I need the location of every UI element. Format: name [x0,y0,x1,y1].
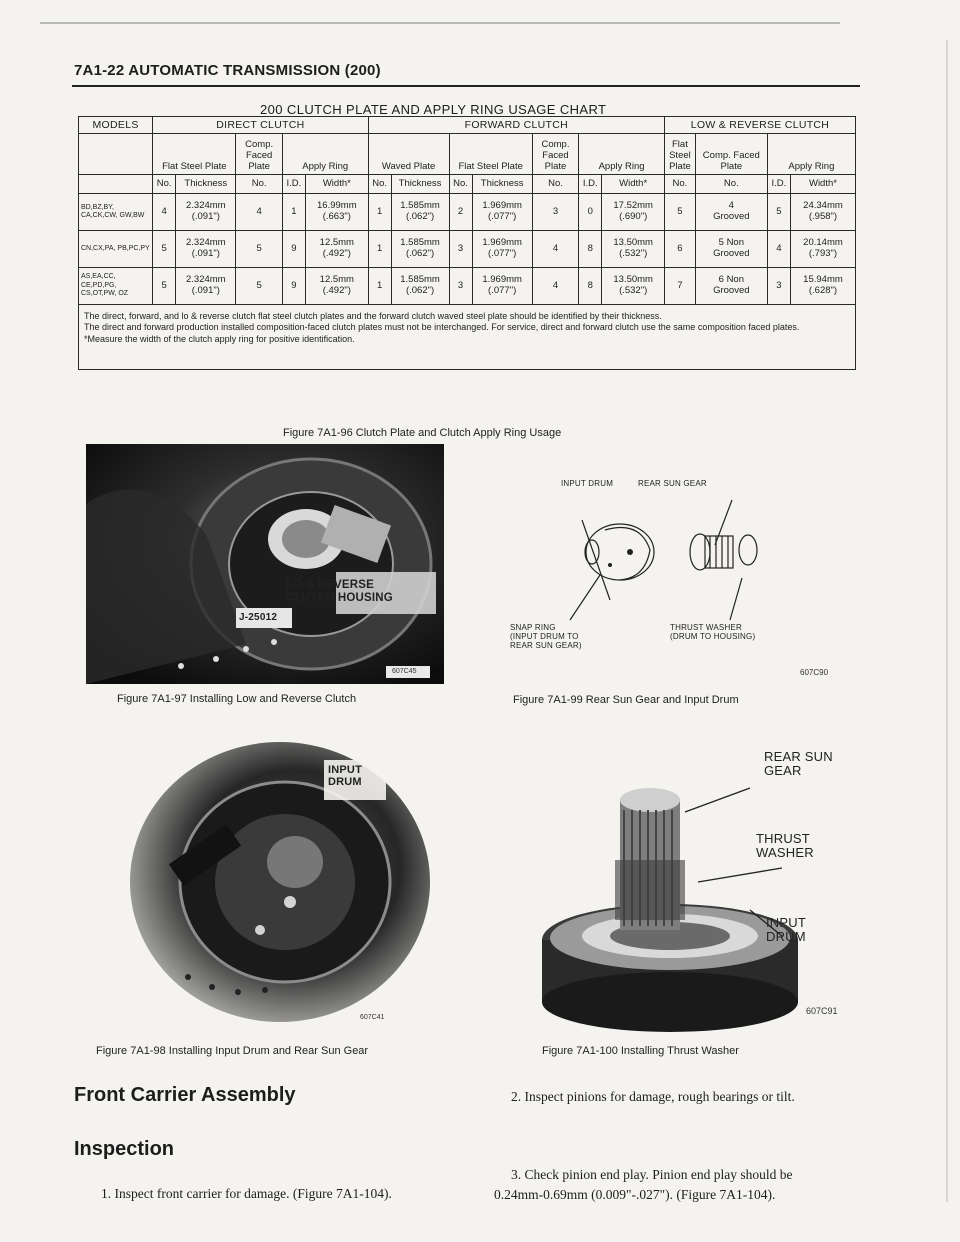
thrust-washer-label: THRUST WASHER [756,831,814,861]
input-drum-label: INPUT DRUM [561,479,614,488]
figure-97-photo [86,444,444,684]
rear-sun-gear-label: REAR SUN GEAR [764,749,833,779]
cell: 5 Non Grooved [695,231,767,268]
figure-97-illustration [86,444,444,684]
sub-header-row [79,134,856,175]
model-codes: CN,CX,PA, PB,PC,PY [79,231,153,268]
cell: 1.969mm (.077") [472,194,532,231]
cell: 4 [532,268,578,305]
figure-100-illustration [520,740,860,1040]
figure-98-illustration [110,722,446,1034]
cell: 13.50mm (.532") [602,268,665,305]
figure-100-code: 607C91 [806,1006,838,1016]
step-3-line-1: 3. Check pinion end play. Pinion end play should be [511,1167,793,1182]
note-line: The direct and forward production installed composition-faced clutch plates must not be interchanged. For service, direct and forward clutch use the same composition faced plates. [84,322,800,333]
cell: 4 [236,194,282,231]
thrust-washer-label: THRUST WASHER (DRUM TO HOUSING) [670,623,756,641]
cell: 3 [449,268,472,305]
table-notes [79,305,856,370]
cell: 3 [532,194,578,231]
cell: 1.585mm (.062") [391,268,449,305]
direct-clutch-header: DIRECT CLUTCH [153,117,368,134]
col-header: Thickness [176,175,236,194]
col-header: Thickness [391,175,449,194]
input-drum-label: INPUT DRUM [766,915,806,945]
rear-sun-gear-label: REAR SUN GEAR [638,479,707,488]
table-row [79,268,856,305]
col-header: No. [532,175,578,194]
lr-flat-header: Flat Steel Plate [664,134,695,175]
cell: 15.94mm (.628") [790,268,855,305]
cell: 8 [579,268,602,305]
lo-reverse-label: LO & REVERSE CLUTCH HOUSING [286,579,393,604]
lr-apply-header: Apply Ring [767,134,855,175]
figure-97-caption: Figure 7A1-97 Installing Low and Reverse Clutch [117,693,357,705]
col-header: Width* [306,175,369,194]
cell: 8 [579,231,602,268]
cell: 17.52mm (.690") [602,194,665,231]
cell: 6 Non Grooved [695,268,767,305]
cell: 2 [449,194,472,231]
cell: 5 [236,231,282,268]
cell: 20.14mm (.793") [790,231,855,268]
header-rule [72,85,860,87]
cell: 13.50mm (.532") [602,231,665,268]
note-line: *Measure the width of the clutch apply ring for positive identification. [84,333,355,344]
clutch-usage-table [78,116,856,370]
cell: 5 [153,231,176,268]
figure-100-photo [520,740,860,1040]
figure-98-caption: Figure 7A1-98 Installing Input Drum and Rear Sun Gear [96,1045,369,1057]
cell: 1 [368,268,391,305]
cell: 1 [368,194,391,231]
forward-apply-header: Apply Ring [579,134,665,175]
col-header: No. [153,175,176,194]
cell: 4 [532,231,578,268]
cell: 1 [282,194,305,231]
figure-99-drawing [510,470,840,680]
direct-flat-header: Flat Steel Plate [153,134,236,175]
table-row [79,231,856,268]
cell: 7 [664,268,695,305]
cell: 1.969mm (.077") [472,268,532,305]
models-header: MODELS [79,117,153,134]
figure-97-code: 607C45 [392,668,417,675]
cell: 3 [767,268,790,305]
cell: 12.5mm (.492") [306,268,369,305]
col-header: I.D. [282,175,305,194]
col-header: No. [368,175,391,194]
lr-comp-header: Comp. Faced Plate [695,134,767,175]
forward-waved-header: Waved Plate [368,134,449,175]
step-1: 1. Inspect front carrier for damage. (Figure 7A1-104). [101,1186,392,1201]
cell: 24.34mm (.958") [790,194,855,231]
col-header: Width* [790,175,855,194]
model-codes: AS,EA,CC, CE,PD,PG, CS,OT,PW, OZ [79,268,153,305]
cell: 2.324mm (.091") [176,231,236,268]
running-head: 7A1-22 AUTOMATIC TRANSMISSION (200) [74,62,381,79]
col-header: No. [664,175,695,194]
forward-flat-header: Flat Steel Plate [449,134,532,175]
direct-apply-header: Apply Ring [282,134,368,175]
column-header-row [79,175,856,194]
direct-comp-header: Comp. Faced Plate [236,134,282,175]
heading-front-carrier-assembly: Front Carrier Assembly [74,1084,296,1106]
cell: 9 [282,268,305,305]
table-row [79,194,856,231]
col-header: I.D. [579,175,602,194]
page-right-edge [946,40,948,1202]
cell: 5 [153,268,176,305]
step-3-line-2: 0.24mm-0.69mm (0.009"-.027"). (Figure 7A1-104). [494,1187,776,1202]
figure-99-caption: Figure 7A1-99 Rear Sun Gear and Input Drum [513,694,739,706]
cell: 5 [664,194,695,231]
models-blank [79,134,153,175]
col-header: No. [449,175,472,194]
page-top-edge [40,22,840,24]
col-header: Thickness [472,175,532,194]
cell: 16.99mm (.663") [306,194,369,231]
cell: 9 [282,231,305,268]
col-header: Width* [602,175,665,194]
figure-96-caption: Figure 7A1-96 Clutch Plate and Clutch Apply Ring Usage [283,427,562,439]
cell: 6 [664,231,695,268]
forward-comp-header: Comp. Faced Plate [532,134,578,175]
cell: 4 Grooved [695,194,767,231]
cell: 0 [579,194,602,231]
cell: 1.585mm (.062") [391,231,449,268]
cell: 2.324mm (.091") [176,268,236,305]
col-header: No. [236,175,282,194]
cell: 4 [767,231,790,268]
group-header-row [79,117,856,134]
cell: 1 [368,231,391,268]
figure-100-caption: Figure 7A1-100 Installing Thrust Washer [542,1045,739,1057]
cell: 1.969mm (.077") [472,231,532,268]
models-blank-2 [79,175,153,194]
low-reverse-clutch-header: LOW & REVERSE CLUTCH [664,117,855,134]
cell: 1.585mm (.062") [391,194,449,231]
col-header: I.D. [767,175,790,194]
figure-98-code: 607C41 [360,1014,385,1021]
tool-number-label: J-25012 [239,612,278,623]
cell: 5 [767,194,790,231]
model-codes: BD,BZ,BY, CA,CK,CW, GW,BW [79,194,153,231]
cell: 5 [236,268,282,305]
cell: 3 [449,231,472,268]
figure-99-code: 607C90 [800,668,829,677]
cell: 4 [153,194,176,231]
input-drum-label: INPUT DRUM [328,764,362,789]
snap-ring-label: SNAP RING (INPUT DRUM TO REAR SUN GEAR) [510,623,582,650]
notes-row [79,305,856,370]
cell: 12.5mm (.492") [306,231,369,268]
cell: 2.324mm (.091") [176,194,236,231]
note-line: The direct, forward, and lo & reverse clutch flat steel clutch plates and the forward clutch waved steel plate should be identified by their thickness. [84,311,662,321]
forward-clutch-header: FORWARD CLUTCH [368,117,664,134]
figure-98-photo [110,722,446,1034]
chart-title: 200 CLUTCH PLATE AND APPLY RING USAGE CHART [260,102,607,117]
col-header: No. [695,175,767,194]
heading-inspection: Inspection [74,1138,175,1160]
step-2: 2. Inspect pinions for damage, rough bearings or tilt. [511,1089,795,1104]
